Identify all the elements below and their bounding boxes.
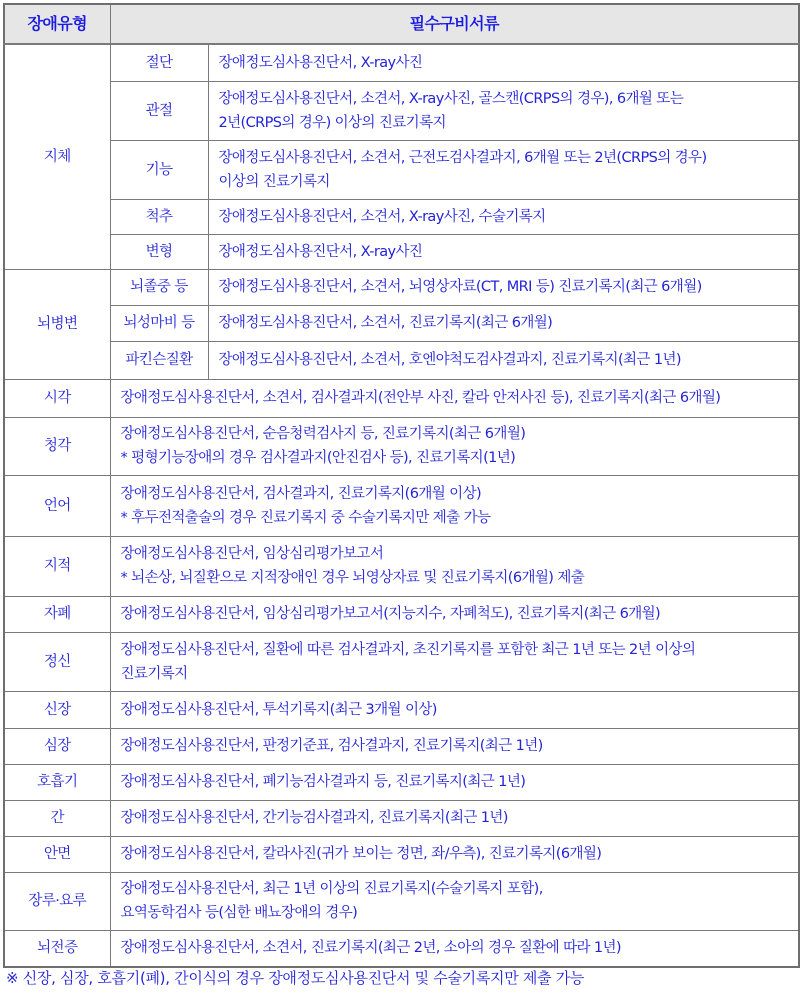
docs-line: 장애정도심사용진단서, 최근 1년 이상의 진료기록지(수술기록지 포함), bbox=[120, 881, 543, 897]
type-cell: 지적 bbox=[4, 536, 110, 596]
docs-cell bbox=[110, 417, 799, 475]
type-cell: 장루·요루 bbox=[4, 872, 110, 930]
docs-line: 장애정도심사용진단서, 소견서, 뇌영상자료(CT, MRI 등) 진료기록지(최근 6개월) bbox=[218, 279, 702, 295]
docs-line: 요역동학검사 등(심한 배뇨장애의 경우) bbox=[120, 905, 358, 921]
type-cell-limb: 지체 bbox=[4, 44, 110, 269]
docs-cell bbox=[110, 536, 799, 596]
type-cell: 정신 bbox=[4, 632, 110, 691]
type-cell: 청각 bbox=[4, 417, 110, 475]
table-row bbox=[4, 536, 799, 596]
docs-line: 진료기록지 bbox=[120, 665, 188, 682]
docs-line: 장애정도심사용진단서, 소견서, 호엔야척도검사결과지, 진료기록지(최근 1년) bbox=[218, 352, 681, 368]
table-row bbox=[4, 379, 799, 417]
subtype-cell: 뇌성마비 등 bbox=[110, 305, 208, 341]
docs-line: 장애정도심사용진단서, 임상심리평가보고서(지능지수, 자폐척도), 진료기록지(최근 6개월) bbox=[120, 606, 661, 622]
type-cell: 신장 bbox=[4, 691, 110, 728]
type-cell: 안면 bbox=[4, 836, 110, 872]
table-header-row bbox=[4, 4, 799, 44]
docs-cell bbox=[208, 44, 799, 81]
docs-cell bbox=[208, 234, 799, 269]
docs-cell bbox=[110, 632, 799, 691]
table-row bbox=[4, 475, 799, 536]
table-row bbox=[4, 632, 799, 691]
type-cell: 자폐 bbox=[4, 596, 110, 632]
type-cell: 간 bbox=[4, 800, 110, 836]
docs-line: 장애정도심사용진단서, 질환에 따른 검사결과지, 초진기록지를 포함한 최근 1년 또는 2년 이상의 bbox=[120, 641, 696, 658]
docs-line: 장애정도심사용진단서, 간기능검사결과지, 진료기록지(최근 1년) bbox=[120, 810, 508, 826]
docs-cell bbox=[110, 691, 799, 728]
docs-line: 이상의 진료기록지 bbox=[218, 173, 330, 190]
table-row bbox=[4, 836, 799, 872]
docs-line: 2년(CRPS의 경우) 이상의 진료기록지 bbox=[218, 114, 446, 131]
docs-line: 장애정도심사용진단서, 소견서, 진료기록지(최근 2년, 소아의 경우 질환에 따라 1년) bbox=[120, 940, 621, 957]
docs-line: 장애정도심사용진단서, 칼라사진(귀가 보이는 정면, 좌/우측), 진료기록지(6개월) bbox=[120, 846, 602, 862]
table-row bbox=[4, 234, 799, 269]
docs-note: * 평형기능장애의 경우 검사결과지(안진검사 등), 진료기록지(1년) bbox=[120, 450, 516, 466]
table-row bbox=[4, 44, 799, 81]
table-row bbox=[4, 728, 799, 764]
table-row bbox=[4, 305, 799, 341]
type-cell-brain: 뇌병변 bbox=[4, 269, 110, 379]
subtype-cell: 변형 bbox=[110, 234, 208, 269]
docs-note: * 뇌손상, 뇌질환으로 지적장애인 경우 뇌영상자료 및 진료기록지(6개월) 제출 bbox=[120, 570, 585, 586]
table-row bbox=[4, 596, 799, 632]
table-row bbox=[4, 140, 799, 199]
table-row bbox=[4, 199, 799, 234]
type-cell: 심장 bbox=[4, 728, 110, 764]
subtype-cell: 척추 bbox=[110, 199, 208, 234]
docs-line: 장애정도심사용진단서, X-ray사진 bbox=[218, 243, 423, 260]
type-cell: 시각 bbox=[4, 379, 110, 417]
table-row bbox=[4, 417, 799, 475]
header-required-documents: 필수구비서류 bbox=[110, 4, 799, 44]
docs-cell bbox=[110, 728, 799, 764]
docs-cell bbox=[110, 379, 799, 417]
docs-cell bbox=[208, 140, 799, 199]
table-row bbox=[4, 269, 799, 305]
table-row bbox=[4, 764, 799, 800]
docs-line: 장애정도심사용진단서, 순음청력검사지 등, 진료기록지(최근 6개월) bbox=[120, 426, 526, 442]
table-row bbox=[4, 691, 799, 728]
docs-cell bbox=[208, 269, 799, 305]
type-cell: 뇌전증 bbox=[4, 930, 110, 967]
docs-cell bbox=[208, 81, 799, 140]
docs-cell bbox=[110, 836, 799, 872]
docs-line: 장애정도심사용진단서, 소견서, 검사결과지(전안부 사진, 칼라 안저사진 등), 진료기록지(최근 6개월) bbox=[120, 390, 721, 406]
docs-cell bbox=[208, 341, 799, 379]
docs-cell bbox=[110, 475, 799, 536]
docs-cell bbox=[208, 199, 799, 234]
docs-line: 장애정도심사용진단서, 소견서, X-ray사진, 골스캔(CRPS의 경우), 6개월 또는 bbox=[218, 90, 684, 107]
subtype-cell: 기능 bbox=[110, 140, 208, 199]
table-row bbox=[4, 81, 799, 140]
table-row bbox=[4, 800, 799, 836]
docs-line: 장애정도심사용진단서, 소견서, X-ray사진, 수술기록지 bbox=[218, 208, 546, 225]
docs-cell bbox=[208, 305, 799, 341]
docs-line: 장애정도심사용진단서, X-ray사진 bbox=[218, 54, 423, 71]
table-row bbox=[4, 872, 799, 930]
docs-line: 장애정도심사용진단서, 폐기능검사결과지 등, 진료기록지(최근 1년) bbox=[120, 774, 526, 790]
docs-cell bbox=[110, 800, 799, 836]
table-row bbox=[4, 341, 799, 379]
subtype-cell: 절단 bbox=[110, 44, 208, 81]
subtype-cell: 파킨슨질환 bbox=[110, 341, 208, 379]
docs-cell bbox=[110, 872, 799, 930]
docs-line: 장애정도심사용진단서, 임상심리평가보고서 bbox=[120, 546, 384, 562]
docs-line: 장애정도심사용진단서, 판정기준표, 검사결과지, 진료기록지(최근 1년) bbox=[120, 738, 543, 754]
docs-line: 장애정도심사용진단서, 소견서, 근전도검사결과지, 6개월 또는 2년(CRPS의 경우) bbox=[218, 149, 707, 166]
docs-note: * 후두전적출술의 경우 진료기록지 중 수술기록지만 제출 가능 bbox=[120, 509, 491, 526]
docs-cell bbox=[110, 764, 799, 800]
required-documents-table bbox=[3, 3, 800, 968]
footnote: ※ 신장, 심장, 호흡기(폐), 간이식의 경우 장애정도심사용진단서 및 수술기록지만 제출 가능 bbox=[6, 969, 585, 987]
type-cell: 언어 bbox=[4, 475, 110, 536]
docs-line: 장애정도심사용진단서, 투석기록지(최근 3개월 이상) bbox=[120, 701, 437, 718]
docs-line: 장애정도심사용진단서, 소견서, 진료기록지(최근 6개월) bbox=[218, 315, 553, 331]
subtype-cell: 관절 bbox=[110, 81, 208, 140]
docs-cell bbox=[110, 930, 799, 967]
header-disability-type: 장애유형 bbox=[4, 4, 110, 44]
type-cell: 호흡기 bbox=[4, 764, 110, 800]
subtype-cell: 뇌졸중 등 bbox=[110, 269, 208, 305]
table-row bbox=[4, 930, 799, 967]
docs-cell bbox=[110, 596, 799, 632]
docs-line: 장애정도심사용진단서, 검사결과지, 진료기록지(6개월 이상) bbox=[120, 485, 482, 502]
